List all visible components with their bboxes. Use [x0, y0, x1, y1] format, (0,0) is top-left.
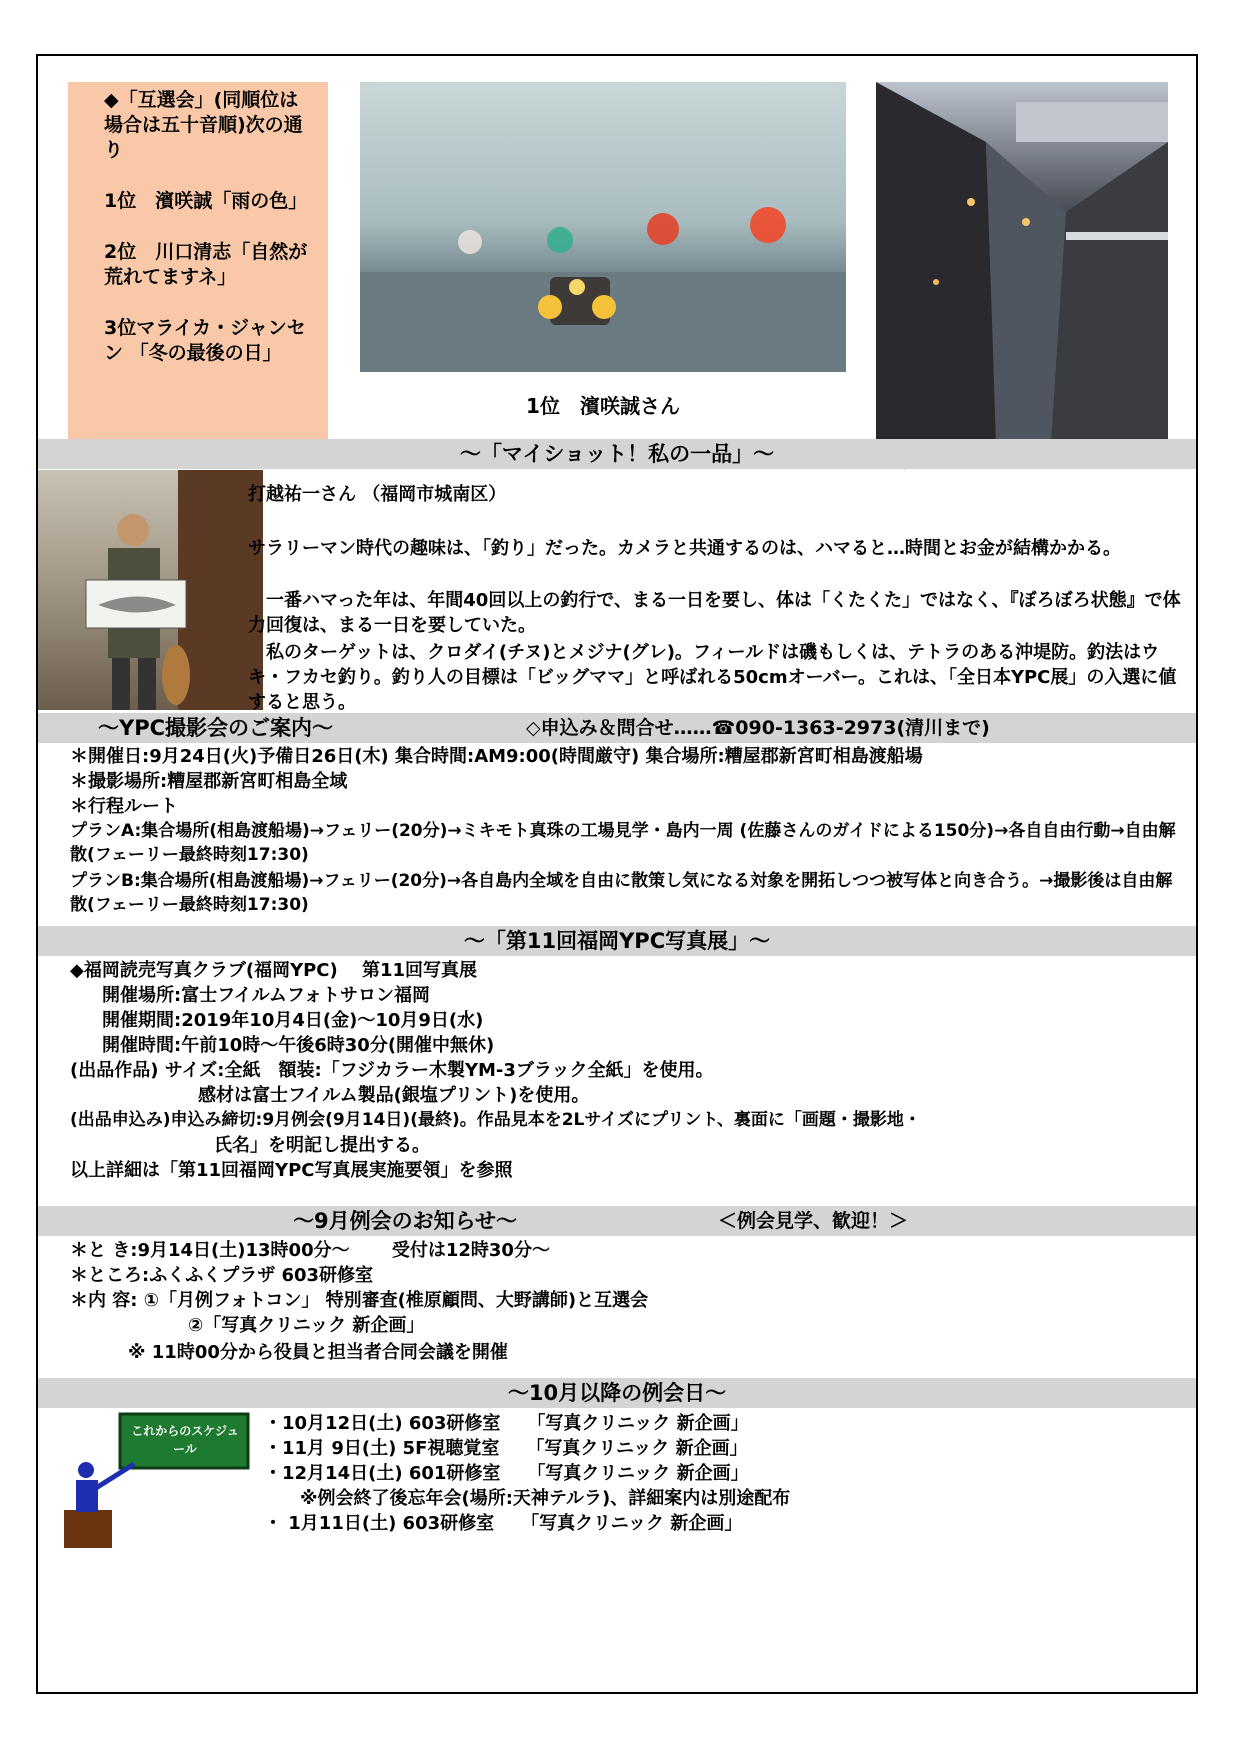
- shoot-header-bar: [38, 713, 1196, 743]
- ranking-intro: ◆「互選会」(同順位は場合は五十音順)次の通り: [104, 89, 303, 161]
- shoot-plan-a: プランA:集合場所(相島渡船場)→フェリー(20分)→ミキモト真珠の工場見学・島内一周 (佐藤さんのガイドによる150分)→各自自由行動→自由解散(フェーリー最終時刻17:30): [70, 821, 1176, 865]
- shoot-route: ＊行程ルート: [70, 796, 178, 817]
- october-item-4: ・ 1月11日(土) 603研修室 「写真クリニック 新企画」: [264, 1513, 743, 1534]
- snowy-street-image: [876, 82, 1168, 441]
- myshot-para-1: サラリーマン時代の趣味は、「釣り」だった。カメラと共通するのは、ハマると…時間とお金が結構かかる。: [248, 538, 1121, 559]
- ranking-first: 1位 濱咲誠「雨の色」: [104, 190, 308, 212]
- september-header-bar: [38, 1206, 1196, 1236]
- exhibition-line-9: 以上詳細は「第11回福岡YPC写真展実施要領」を参照: [70, 1160, 513, 1181]
- myshot-para-3: 私のターゲットは、クロダイ(チヌ)とメジナ(グレ)。フィールドは磯もしくは、テトラのある沖堤防。釣法はウキ・フカセ釣り。釣り人の目標は「ビッグママ」と呼ばれる50cmオーバー。これは、「全日本YPC展」の入選に値すると思う。: [248, 642, 1177, 713]
- exhibition-line-7: (出品申込み)申込み締切:9月例会(9月14日)(最終)。作品見本を2Lサイズにプリント、裏面に「画題・撮影地・: [70, 1110, 921, 1130]
- exhibition-line-1: ◆福岡読売写真クラブ(福岡YPC) 第11回写真展: [70, 960, 478, 981]
- third-place-photo: [876, 82, 1168, 441]
- october-header: ～10月以降の例会日～: [38, 1378, 1196, 1408]
- september-place: ＊ところ:ふくふくプラザ 603研修室: [70, 1265, 374, 1286]
- schedule-teacher-icon: [64, 1410, 254, 1548]
- october-item-note: ※例会終了後忘年会(場所:天神テルラ)、詳細案内は別途配布: [300, 1488, 791, 1509]
- ranking-third: 3位マライカ・ジャンセン 「冬の最後の日」: [104, 317, 306, 364]
- september-welcome: ＜例会見学、歓迎！＞: [718, 1210, 909, 1232]
- shoot-contact: ◇申込み＆問合せ……☎090-1363-2973(清川まで): [526, 717, 990, 739]
- exhibition-line-8: 氏名」を明記し提出する。: [214, 1135, 430, 1156]
- september-content-2: ②「写真クリニック 新企画」: [188, 1315, 425, 1336]
- shoot-header: ～YPC撮影会のご案内～: [98, 716, 334, 740]
- shoot-plan-b: プランB:集合場所(相島渡船場)→フェリー(20分)→各自島内全域を自由に散策し気になる対象を開拓しつつ被写体と向き合う。→撮影後は自由解散(フェーリー最終時刻17:30): [70, 871, 1173, 915]
- exhibition-line-6: 感材は富士フイルム製品(銀塩プリント)を使用。: [198, 1085, 590, 1106]
- first-place-caption: 1位 濱咲誠さん: [526, 394, 680, 418]
- shoot-date: ＊開催日:9月24日(火)予備日26日(木) 集合時間:AM9:00(時間厳守) 集合場所:糟屋郡新宮町相島渡船場: [70, 746, 923, 767]
- october-item-2: ・11月 9日(土) 5F視聴覚室 「写真クリニック 新企画」: [264, 1438, 748, 1459]
- rain-windshield-image: [360, 82, 846, 392]
- october-item-1: ・10月12日(土) 603研修室 「写真クリニック 新企画」: [264, 1413, 749, 1434]
- september-time: ＊と き:9月14日(土)13時00分～ 受付は12時30分～: [70, 1240, 550, 1261]
- exhibition-line-3: 開催期間:2019年10月4日(金)～10月9日(水): [102, 1010, 484, 1031]
- myshot-para-2: 一番ハマった年は、年間40回以上の釣行で、まる一日を要し、体は「くたくた」ではなく、『ぼろぼろ状態』で体力回復は、まる一日を要していた。: [248, 590, 1181, 636]
- september-content-1: ＊内 容: ①「月例フォトコン」 特別審査(椎原顧問、大野講師)と互選会: [70, 1290, 649, 1311]
- newsletter-page: [36, 54, 1198, 1694]
- schedule-icon-label: これからのスケジュール: [131, 1424, 239, 1456]
- september-note: ※ 11時00分から役員と担当者合同会議を開催: [128, 1342, 508, 1363]
- ranking-second: 2位 川口清志「自然が荒れてますネ」: [104, 241, 308, 288]
- shoot-place: ＊撮影場所:糟屋郡新宮町相島全域: [70, 771, 348, 792]
- exhibition-line-2: 開催場所:富士フイルムフォトサロン福岡: [102, 985, 430, 1006]
- myshot-header: ～「マイショット！私の一品」～: [38, 439, 1196, 469]
- first-place-photo: [360, 82, 846, 392]
- myshot-name: 打越祐一さん （福岡市城南区）: [248, 484, 507, 505]
- exhibition-line-4: 開催時間:午前10時～午後6時30分(開催中無休): [102, 1035, 495, 1056]
- october-item-3: ・12月14日(土) 601研修室 「写真クリニック 新企画」: [264, 1463, 749, 1484]
- september-header: ～9月例会のお知らせ～: [293, 1209, 517, 1233]
- portrait-photo: [38, 470, 263, 710]
- ranking-box: [68, 82, 328, 466]
- exhibition-header: ～「第11回福岡YPC写真展」～: [38, 926, 1196, 956]
- portrait-image: [38, 470, 263, 710]
- exhibition-line-5: (出品作品) サイズ:全紙 額装:「フジカラー木製YM-3ブラック全紙」を使用。: [70, 1060, 714, 1081]
